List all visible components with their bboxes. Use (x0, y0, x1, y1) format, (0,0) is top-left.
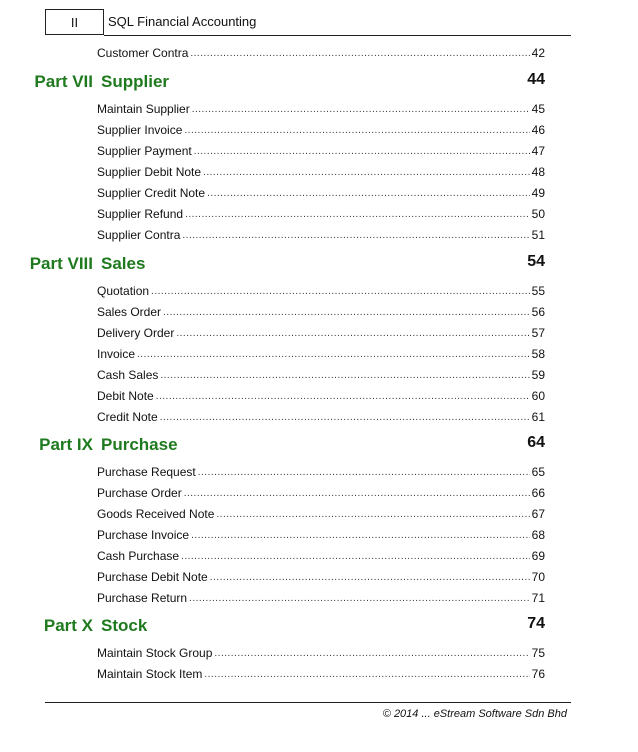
dot-leader (160, 412, 530, 424)
part-title[interactable]: Stock (101, 616, 148, 635)
toc-entry[interactable] (97, 589, 545, 605)
document-title: SQL Financial Accounting (108, 14, 257, 29)
dot-leader (194, 146, 530, 158)
toc-entry-title: Supplier Credit Note (97, 186, 206, 200)
toc-entry[interactable] (97, 163, 545, 179)
toc-entry[interactable] (97, 484, 545, 500)
dot-leader (185, 209, 530, 221)
toc-entry[interactable] (97, 505, 545, 521)
toc-entry-title: Purchase Debit Note (97, 570, 208, 584)
dot-leader (189, 593, 530, 605)
dot-leader (210, 572, 530, 584)
toc-entry[interactable] (97, 665, 545, 681)
toc-entry-title: Supplier Payment (97, 144, 192, 158)
toc-entry-title: Debit Note (97, 389, 154, 403)
dot-leader (160, 370, 529, 382)
toc-entry-page: 45 (531, 102, 545, 116)
toc-entry[interactable] (97, 282, 545, 298)
toc-entry[interactable] (97, 226, 545, 242)
toc-entry-page: 69 (531, 549, 545, 563)
dot-leader (203, 167, 530, 179)
toc-entry-title: Quotation (97, 284, 150, 298)
page-number: II (70, 14, 79, 30)
page-number-box (45, 9, 104, 35)
toc-entry-page: 66 (531, 486, 545, 500)
toc-entry-page: 49 (531, 186, 545, 200)
footer-copyright: © 2014 ... eStream Software Sdn Bhd (382, 708, 567, 720)
toc-entry-page: 59 (531, 368, 545, 382)
dot-leader (181, 551, 530, 563)
toc-entry-page: 42 (531, 46, 545, 60)
toc-entry-title: Purchase Return (97, 591, 188, 605)
toc-entry-page: 71 (531, 591, 545, 605)
toc-entry-page: 65 (531, 465, 545, 479)
dot-leader (176, 328, 529, 340)
toc-entry-page: 70 (531, 570, 545, 584)
dot-leader (156, 391, 530, 403)
toc-entry[interactable] (97, 205, 545, 221)
toc-entry[interactable] (97, 463, 545, 479)
toc-entry-page: 48 (531, 165, 545, 179)
toc-entry-page: 58 (531, 347, 545, 361)
dot-leader (198, 467, 530, 479)
toc-entry[interactable] (97, 387, 545, 403)
toc-entry-title: Cash Sales (97, 368, 159, 382)
toc-entry[interactable] (97, 324, 545, 340)
dot-leader (204, 669, 529, 681)
dot-leader (151, 286, 530, 298)
dot-leader (137, 349, 530, 361)
toc-entry-page: 76 (531, 667, 545, 681)
toc-entry-title: Invoice (97, 347, 136, 361)
toc-entry[interactable] (97, 366, 545, 382)
toc-entry-title: Purchase Invoice (97, 528, 190, 542)
toc-entry[interactable] (97, 303, 545, 319)
toc-entry[interactable] (97, 644, 545, 660)
dot-leader (184, 125, 529, 137)
part-label: Part VII (34, 72, 93, 91)
toc-entry-page: 51 (531, 228, 545, 242)
toc-entry[interactable] (97, 44, 545, 60)
toc-entry-title: Customer Contra (97, 46, 189, 60)
toc-entry-page: 68 (531, 528, 545, 542)
toc-entry[interactable] (97, 100, 545, 116)
dot-leader (192, 104, 530, 116)
dot-leader (182, 230, 529, 242)
toc-entry[interactable] (97, 345, 545, 361)
toc-entry-title: Maintain Stock Item (97, 667, 203, 681)
footer-rule (45, 702, 571, 703)
toc-entry[interactable] (97, 408, 545, 424)
toc-entry-page: 61 (531, 410, 545, 424)
toc-entry-page: 50 (531, 207, 545, 221)
dot-leader (216, 509, 529, 521)
part-page: 74 (527, 615, 545, 632)
toc-entry-title: Supplier Debit Note (97, 165, 202, 179)
toc-entry[interactable] (97, 184, 545, 200)
toc-entry-title: Delivery Order (97, 326, 175, 340)
header-rule (104, 35, 571, 36)
toc-entry[interactable] (97, 526, 545, 542)
part-label: Part IX (39, 435, 93, 454)
toc-entry-title: Maintain Supplier (97, 102, 190, 116)
toc-entry-page: 47 (531, 144, 545, 158)
part-page: 54 (527, 253, 545, 270)
toc-entry[interactable] (97, 142, 545, 158)
toc-entry-page: 75 (531, 646, 545, 660)
toc-entry-page: 57 (531, 326, 545, 340)
toc-entry[interactable] (97, 568, 545, 584)
part-page: 44 (527, 71, 545, 88)
toc-entry-page: 67 (531, 507, 545, 521)
toc-entry-page: 55 (531, 284, 545, 298)
toc-entry[interactable] (97, 121, 545, 137)
dot-leader (184, 488, 530, 500)
toc-entry-title: Credit Note (97, 410, 158, 424)
part-title[interactable]: Supplier (101, 72, 170, 91)
part-label: Part X (43, 616, 93, 635)
toc-entry-page: 60 (531, 389, 545, 403)
toc-entry-title: Supplier Contra (97, 228, 181, 242)
dot-leader (191, 530, 530, 542)
dot-leader (214, 648, 529, 660)
part-title[interactable]: Sales (101, 254, 146, 273)
part-page: 64 (527, 434, 545, 451)
toc-entry[interactable] (97, 547, 545, 563)
dot-leader (163, 307, 530, 319)
toc-entry-title: Supplier Invoice (97, 123, 183, 137)
dot-leader (190, 48, 529, 60)
toc-entry-title: Sales Order (97, 305, 162, 319)
toc-entry-page: 56 (531, 305, 545, 319)
toc-entry-title: Supplier Refund (97, 207, 184, 221)
toc-entry-title: Maintain Stock Group (97, 646, 213, 660)
part-label: Part VIII (29, 254, 93, 273)
toc-entry-title: Goods Received Note (97, 507, 215, 521)
toc-entry-title: Purchase Order (97, 486, 182, 500)
dot-leader (207, 188, 530, 200)
part-title[interactable]: Purchase (101, 435, 178, 454)
toc-entry-title: Cash Purchase (97, 549, 180, 563)
toc-entry-title: Purchase Request (97, 465, 196, 479)
toc-entry-page: 46 (531, 123, 545, 137)
